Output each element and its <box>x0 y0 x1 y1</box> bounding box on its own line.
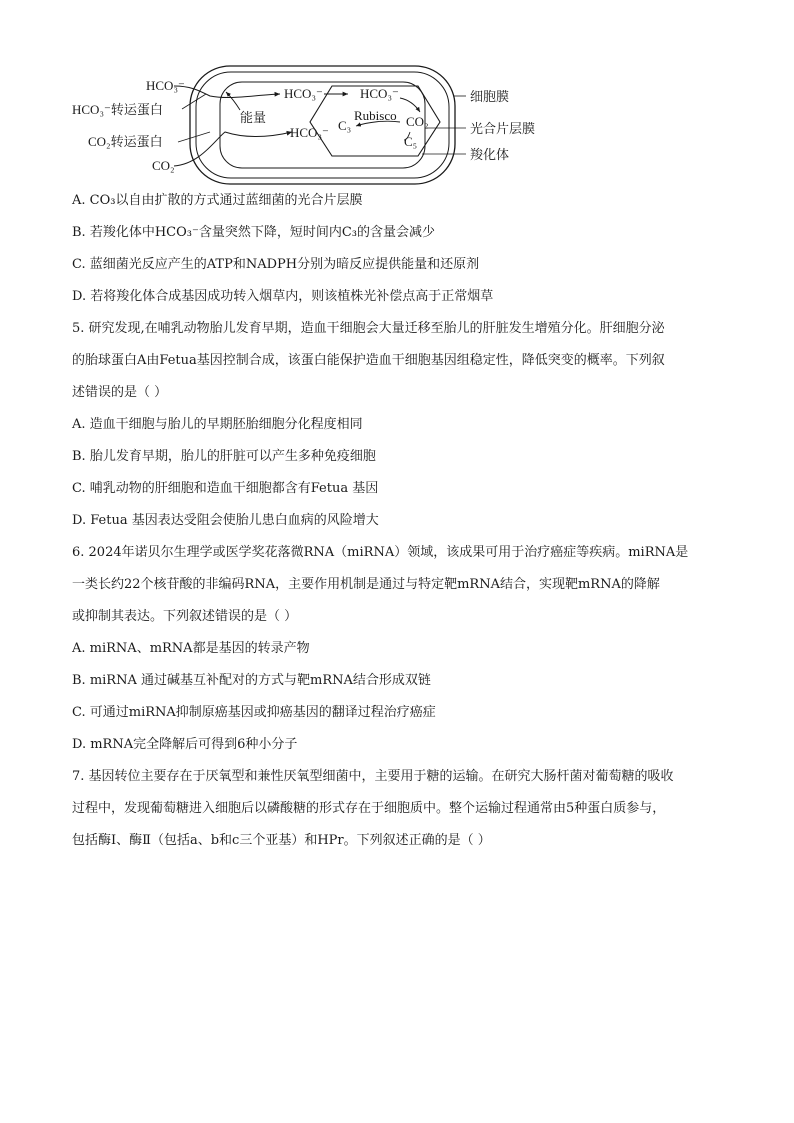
hco3-cytoplasm-bottom-label: HCO₃⁻ <box>290 125 329 140</box>
q4-option-c: C. 蓝细菌光反应产生的ATP和NADPH分别为暗反应提供能量和还原剂 <box>72 257 480 272</box>
carboxysome-diagram <box>70 60 630 190</box>
q6-stem-line-1: 6. 2024年诺贝尔生理学或医学奖花落微RNA（miRNA）领域，该成果可用于治疗癌症等疾病。miRNA是 <box>72 545 689 560</box>
carboxysome-label: 羧化体 <box>470 147 510 162</box>
q4-option-b: B. 若羧化体中HCO₃⁻含量突然下降，短时间内C₃的含量会减少 <box>72 225 435 240</box>
diagram-svg <box>70 60 630 190</box>
q6-stem-line-2: 一类长约22个核苷酸的非编码RNA，主要作用机制是通过与特定靶mRNA结合，实现靶mRNA的降解 <box>72 577 660 592</box>
hco3-transporter-leader <box>182 94 206 109</box>
rubisco-label: Rubisco <box>354 108 397 123</box>
q5-stem-line-2: 的胎球蛋白A由Fetua基因控制合成，该蛋白能保护造血干细胞基因组稳定性，降低突变的概率。下列叙 <box>72 353 665 368</box>
c3-label: C₃ <box>338 118 352 133</box>
q5-option-d: D. Fetua 基因表达受阻会使胎儿患白血病的风险增大 <box>72 513 379 528</box>
hco3-carboxysome-label: HCO₃⁻ <box>360 86 399 101</box>
q5-option-c: C. 哺乳动物的肝细胞和造血干细胞都含有Fetua 基因 <box>72 481 379 496</box>
q5-stem-line-1: 5. 研究发现,在哺乳动物胎儿发育早期，造血干细胞会大量迁移至胎儿的肝脏发生增殖分化。肝细胞分泌 <box>72 321 665 336</box>
q7-stem-line-1: 7. 基因转位主要存在于厌氧型和兼性厌氧型细菌中，主要用于糖的运输。在研究大肠杆菌对葡萄糖的吸收 <box>72 769 674 784</box>
q6-option-a: A. miRNA、mRNA都是基因的转录产物 <box>72 641 310 656</box>
energy-label: 能量 <box>240 110 267 125</box>
q5-option-a: A. 造血干细胞与胎儿的早期胚胎细胞分化程度相同 <box>72 417 363 432</box>
q7-stem-line-3: 包括酶Ⅰ、酶Ⅱ（包括a、b和c三个亚基）和HPr。下列叙述正确的是（ ） <box>72 833 491 848</box>
hco3-cytoplasm-top-label: HCO₃⁻ <box>284 86 323 101</box>
q5-option-b: B. 胎儿发育早期，胎儿的肝脏可以产生多种免疫细胞 <box>72 449 376 464</box>
co2-outside-label: CO₂ <box>152 158 175 173</box>
co2-transporter-leader <box>178 132 210 142</box>
energy-arrow <box>226 92 240 110</box>
c5-label: C₅ <box>404 134 418 149</box>
q7-stem-line-2: 过程中，发现葡萄糖进入细胞后以磷酸糖的形式存在于细胞质中。整个运输过程通常由5种蛋白质参与， <box>72 801 666 816</box>
cell-membrane-label: 细胞膜 <box>470 89 510 104</box>
co2-uptake-arrow <box>174 132 292 166</box>
co2-transporter-label: CO₂转运蛋白 <box>88 134 163 149</box>
q6-stem-line-3: 或抑制其表达。下列叙述错误的是（ ） <box>72 609 298 624</box>
q6-option-c: C. 可通过miRNA抑制原癌基因或抑癌基因的翻译过程治疗癌症 <box>72 705 436 720</box>
q4-option-d: D. 若将羧化体合成基因成功转入烟草内，则该植株光补偿点高于正常烟草 <box>72 289 494 304</box>
hco3-to-co2-arrow <box>400 98 420 112</box>
q4-option-a: A. CO₃以自由扩散的方式通过蓝细菌的光合片层膜 <box>72 193 363 208</box>
q5-stem-line-3: 述错误的是（ ） <box>72 385 168 400</box>
hco3-transporter-label: HCO₃⁻转运蛋白 <box>72 102 163 117</box>
co2-carboxysome-label: CO₂ <box>406 114 429 129</box>
q6-option-b: B. miRNA 通过碱基互补配对的方式与靶mRNA结合形成双链 <box>72 673 431 688</box>
question-content <box>72 190 724 850</box>
thylakoid-membrane-label: 光合片层膜 <box>470 121 536 136</box>
q6-option-d: D. mRNA完全降解后可得到6种小分子 <box>72 737 298 752</box>
hco3-outside-label: HCO₃⁻ <box>146 78 185 93</box>
